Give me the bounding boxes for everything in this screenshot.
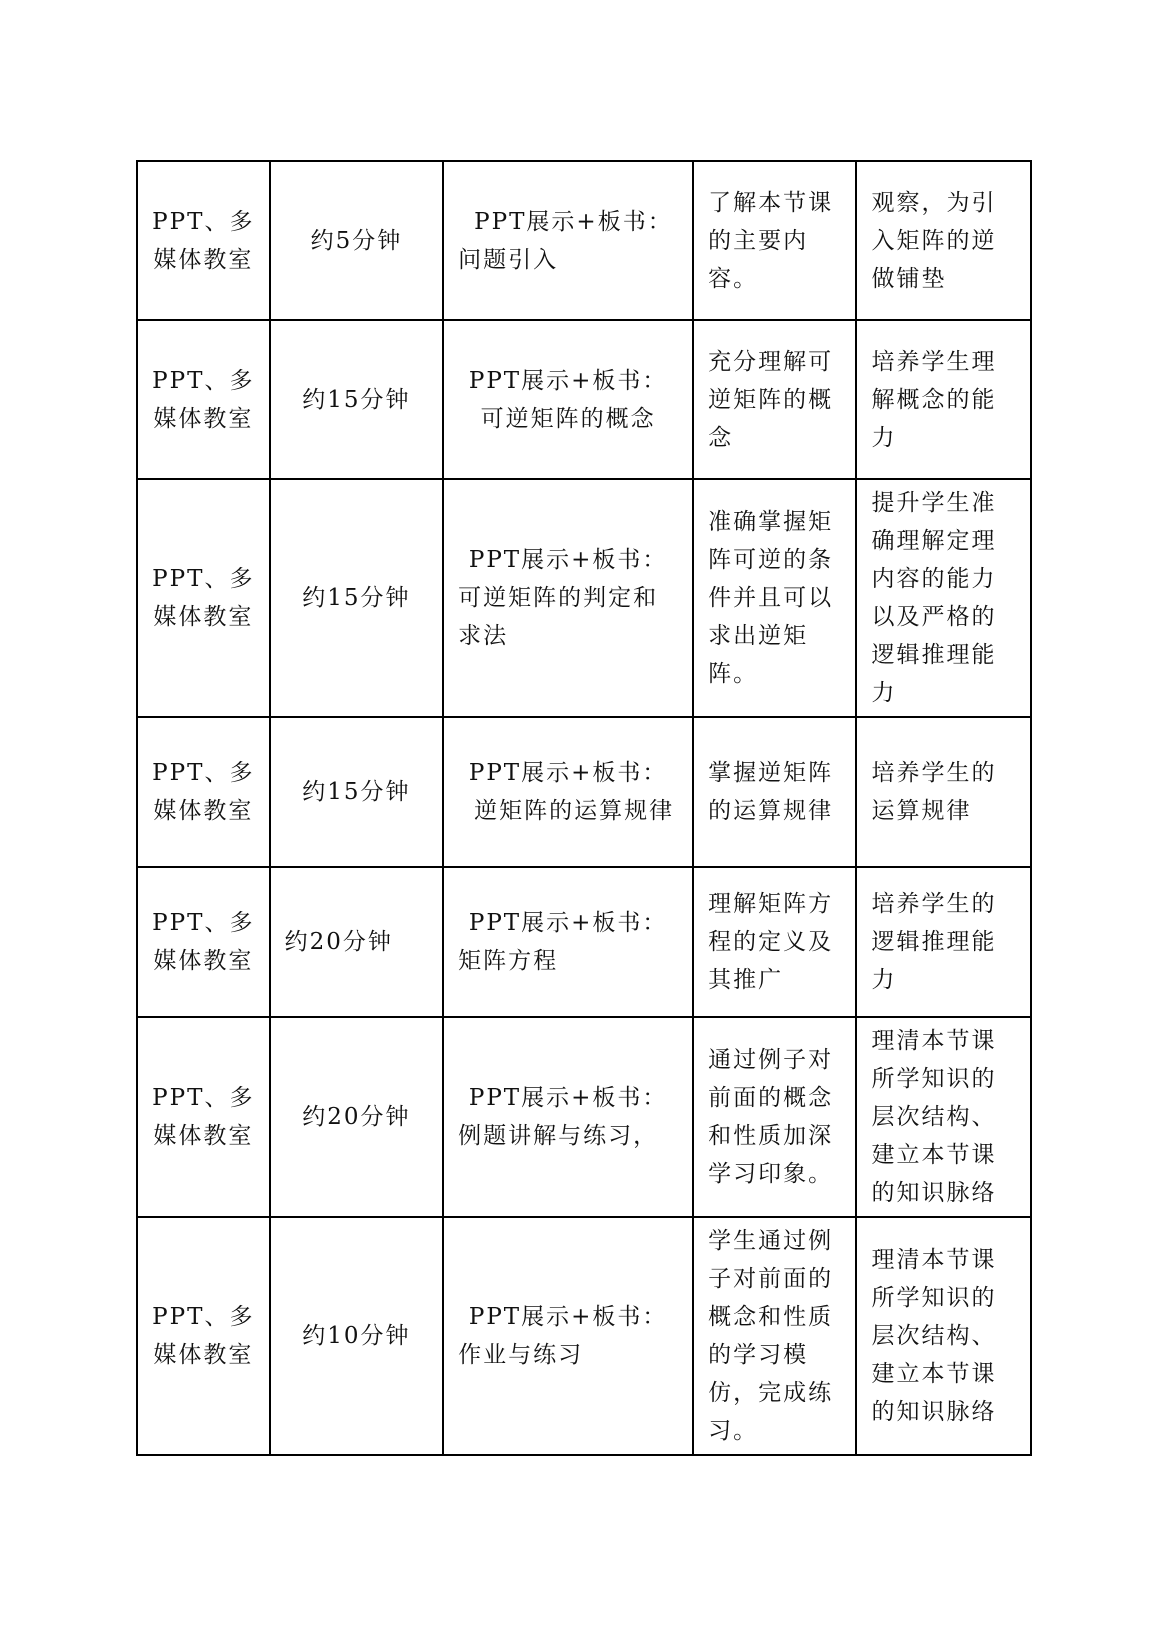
content-line: PPT展示+板书： bbox=[468, 1085, 668, 1111]
content-line: 逆矩阵的运算规律 bbox=[474, 798, 675, 824]
table-row bbox=[137, 867, 1031, 1017]
duration-cell: 约5分钟 bbox=[270, 161, 443, 320]
content-line: PPT展示+板书： bbox=[474, 208, 673, 235]
content-cell bbox=[443, 1017, 693, 1217]
content-cell bbox=[443, 1217, 693, 1455]
content-line: PPT展示+板书： bbox=[468, 760, 668, 786]
duration-cell: 约20分钟 bbox=[270, 867, 443, 1017]
duration-cell: 约15分钟 bbox=[270, 479, 443, 717]
purpose-cell: 培养学生理解概念的能力 bbox=[856, 320, 1031, 479]
goal-cell: 理解矩阵方程的定义及其推广 bbox=[693, 867, 856, 1017]
table-row bbox=[137, 717, 1031, 867]
goal-cell: 充分理解可逆矩阵的概念 bbox=[693, 320, 856, 479]
teaching-tool-cell: PPT、多媒体教室 bbox=[137, 1017, 270, 1217]
table-row bbox=[137, 1217, 1031, 1455]
content-cell bbox=[443, 320, 693, 479]
duration-cell: 约10分钟 bbox=[270, 1217, 443, 1455]
content-cell bbox=[443, 479, 693, 717]
teaching-tool-cell: PPT、多媒体教室 bbox=[137, 161, 270, 320]
lesson-plan-table bbox=[136, 160, 1032, 1456]
goal-cell: 学生通过例子对前面的概念和性质的学习模仿，完成练习。 bbox=[693, 1217, 856, 1455]
content-cell bbox=[443, 717, 693, 867]
purpose-cell: 理清本节课所学知识的层次结构、建立本节课的知识脉络 bbox=[856, 1217, 1031, 1455]
content-cell bbox=[443, 161, 693, 320]
goal-cell: 掌握逆矩阵的运算规律 bbox=[693, 717, 856, 867]
content-line: PPT展示+板书： bbox=[468, 1304, 668, 1330]
teaching-tool-cell: PPT、多媒体教室 bbox=[137, 867, 270, 1017]
content-line: 可逆矩阵的判定和求法 bbox=[458, 585, 659, 649]
table-row bbox=[137, 479, 1031, 717]
content-line: PPT展示+板书： bbox=[468, 367, 668, 394]
content-line: 作业与练习 bbox=[458, 1342, 584, 1368]
teaching-tool-cell: PPT、多媒体教室 bbox=[137, 717, 270, 867]
purpose-cell: 观察，为引入矩阵的逆做铺垫 bbox=[856, 161, 1031, 320]
content-line: PPT展示+板书： bbox=[468, 910, 668, 936]
purpose-cell: 提升学生准确理解定理内容的能力以及严格的逻辑推理能力 bbox=[856, 479, 1031, 717]
table-row bbox=[137, 161, 1031, 320]
table-row bbox=[137, 320, 1031, 479]
goal-cell: 通过例子对前面的概念和性质加深学习印象。 bbox=[693, 1017, 856, 1217]
content-line: 问题引入 bbox=[458, 246, 559, 273]
content-line: 例题讲解与练习， bbox=[458, 1123, 659, 1149]
content-line: 矩阵方程 bbox=[458, 948, 559, 974]
teaching-tool-cell: PPT、多媒体教室 bbox=[137, 320, 270, 479]
goal-cell: 了解本节课的主要内容。 bbox=[693, 161, 856, 320]
purpose-cell: 培养学生的运算规律 bbox=[856, 717, 1031, 867]
content-line: PPT展示+板书： bbox=[468, 547, 668, 573]
purpose-cell: 培养学生的逻辑推理能力 bbox=[856, 867, 1031, 1017]
content-cell bbox=[443, 867, 693, 1017]
duration-cell: 约20分钟 bbox=[270, 1017, 443, 1217]
duration-cell: 约15分钟 bbox=[270, 320, 443, 479]
teaching-tool-cell: PPT、多媒体教室 bbox=[137, 1217, 270, 1455]
duration-cell: 约15分钟 bbox=[270, 717, 443, 867]
goal-cell: 准确掌握矩阵可逆的条件并且可以求出逆矩阵。 bbox=[693, 479, 856, 717]
teaching-tool-cell: PPT、多媒体教室 bbox=[137, 479, 270, 717]
content-line: 可逆矩阵的概念 bbox=[480, 405, 656, 432]
table-row bbox=[137, 1017, 1031, 1217]
purpose-cell: 理清本节课所学知识的层次结构、建立本节课的知识脉络 bbox=[856, 1017, 1031, 1217]
